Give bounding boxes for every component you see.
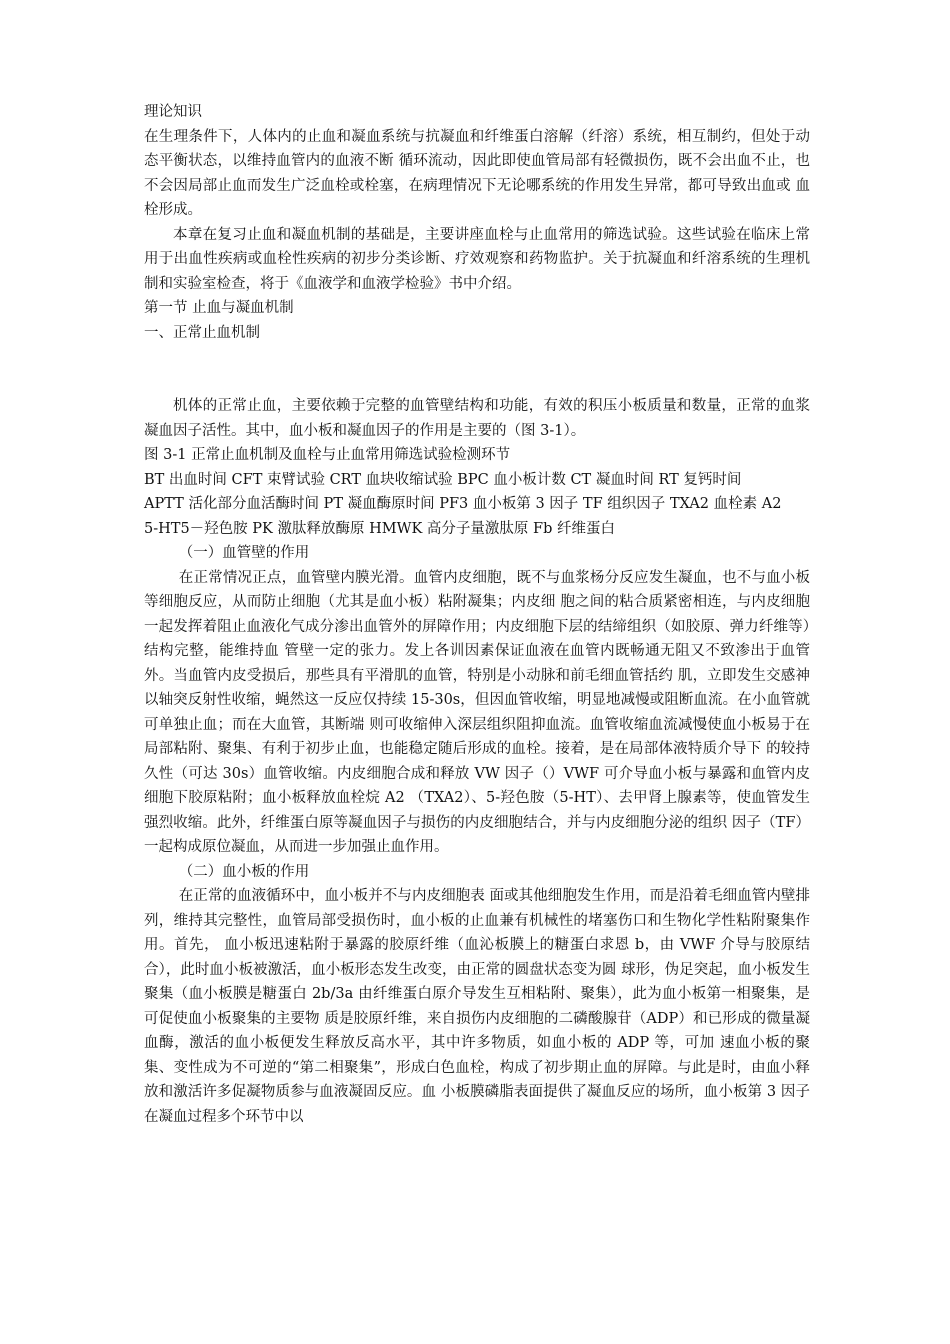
figure-caption: 图 3-1 正常止血机制及血栓与止血常用筛选试验检测环节 [144,447,511,463]
abbreviation-line-3: 5-HT5－羟色胺 PK 激肽释放酶原 HMWK 高分子量激肽原 Fb 纤维蛋白 [144,520,615,537]
abbreviation-line-1: BT 出血时间 CFT 束臂试验 CRT 血块收缩试验 BPC 血小板计数 CT 凝血时间 RT 复钙时间 [144,471,742,488]
platelet-paragraph: 在正常的血液循环中，血小板并不与内皮细胞表 面或其他细胞发生作用，而是沿着毛细血管内壁排列，维持其完整性，血管局部受损伤时，血小板的止血兼有机械性的堵塞伤口和生物化学性粘附聚集作用。首先， 血小板迅速粘附于暴露的胶原纤维（血沁板膜上的糖蛋白求恩 b，由 VWF 介导与胶原结合），此时血小板被激活，血小板形态发生改变，由正常的圆盘状态变为圆 球形，伪足突起，血小板发生聚集（血小板膜是糖蛋白 2b/3a 由纤维蛋白原介导发生互相粘附、聚集），此为血小板第一相聚集，是可促使血小板聚集的主要物 质是胶原纤维，来自损伤内皮细胞的二磷酸腺苷（ADP）和已形成的微量凝血酶，激活的血小板便发生释放反高水平，其中许多物质，如血小板的 ADP 等，可加 速血小板的聚集、变性成为不可逆的“第二相聚集”，形成白色血栓，构成了初步期止血的屏障。与此是时，由血小释放和激活许多促凝物质参与血液凝固反应。血 小板膜磷脂表面提供了凝血反应的场所，血小板第 3 因子在凝血过程多个环节中以 [144,888,810,1125]
platelet-heading: （二）血小板的作用 [178,863,310,880]
section-heading: 第一节 止血与凝血机制 [144,300,294,316]
vessel-wall-paragraph: 在正常情况正点，血管壁内膜光滑。血管内皮细胞，既不与血浆杨分反应发生凝血，也不与血小板等细胞反应，从而防止细胞（尤其是血小板）粘附凝集；内皮细 胞之间的粘合质紧密相连，与内皮细胞一起发挥着阻止血液化气成分渗出血管外的屏障作用；内皮细胞下层的结缔组织（如胶原、弹力纤维等）结构完整，能维持血 管壁一定的张力。发上各训因素保证血液在血管内既畅通无阻又不致渗出于血管外。当血管内皮受损后，那些具有平滑肌的血管，特别是小动脉和前毛细血管括约 肌，立即发生交感神以轴突反射性收缩，蝇然这一反应仅持续 15-30s，但因血管收缩，明显地减慢或阻断血流。在小血管就可单独止血；而在大血管，其断端 则可收缩伸入深层组织阻抑血流。血管收缩血流减慢使血小板易于在局部粘附、聚集、有利于初步止血，也能稳定随后形成的血栓。接着，是在局部体液特质介导下 的较持久性（可达 30s）血管收缩。内皮细胞合成和释放 VW 因子（）VWF 可介导血小板与暴露和血管内皮细胞下胶原粘附；血小板释放血栓烷 A2 （TXA2）、5-羟色胺（5-HT）、去甲肾上腺素等，使血管发生强烈收缩。此外，纤维蛋白原等凝血因子与损伤的内皮细胞结合，并与内皮细胞分泌的组织 因子（TF）一起构成原位凝血，从而进一步加强止血作用。 [144,569,810,855]
document-title: 理论知识 [144,104,202,120]
mechanism-paragraph: 机体的正常止血，主要依赖于完整的血管壁结构和功能，有效的积压小板质量和数量，正常的血浆凝血因子活性。其中，血小板和凝血因子的作用是主要的（图 3-1）。 [144,398,810,439]
document-body [144,100,810,1129]
vessel-wall-heading: （一）血管壁的作用 [178,545,310,561]
abbreviation-line-2: APTT 活化部分血活酶时间 PT 凝血酶原时间 PF3 血小板第 3 因子 TF 组织因子 TXA2 血栓素 A2 [144,496,782,512]
blank-spacer [144,345,810,394]
intro-paragraph-2: 本章在复习止血和凝血机制的基础是，主要讲座血栓与止血常用的筛选试验。这些试验在临床上常用于出血性疾病或血栓性疾病的初步分类诊断、疗效观察和药物监护。关于抗凝血和纤溶系统的生理机制和实验室检查，将于《血液学和血液学检验》书中介绍。 [144,226,810,292]
subsection-heading: 一、正常止血机制 [144,324,260,341]
intro-paragraph-1: 在生理条件下，人体内的止血和凝血系统与抗凝血和纤维蛋白溶解（纤溶）系统，相互制约，但处于动态平衡状态，以维持血管内的血液不断 循环流动，因此即使血管局部有轻微损伤，既不会出血不止，也不会因局部止血而发生广泛血栓或栓塞，在病理情况下无论哪系统的作用发生异常，都可导致出血或 血栓形成。 [144,128,810,218]
